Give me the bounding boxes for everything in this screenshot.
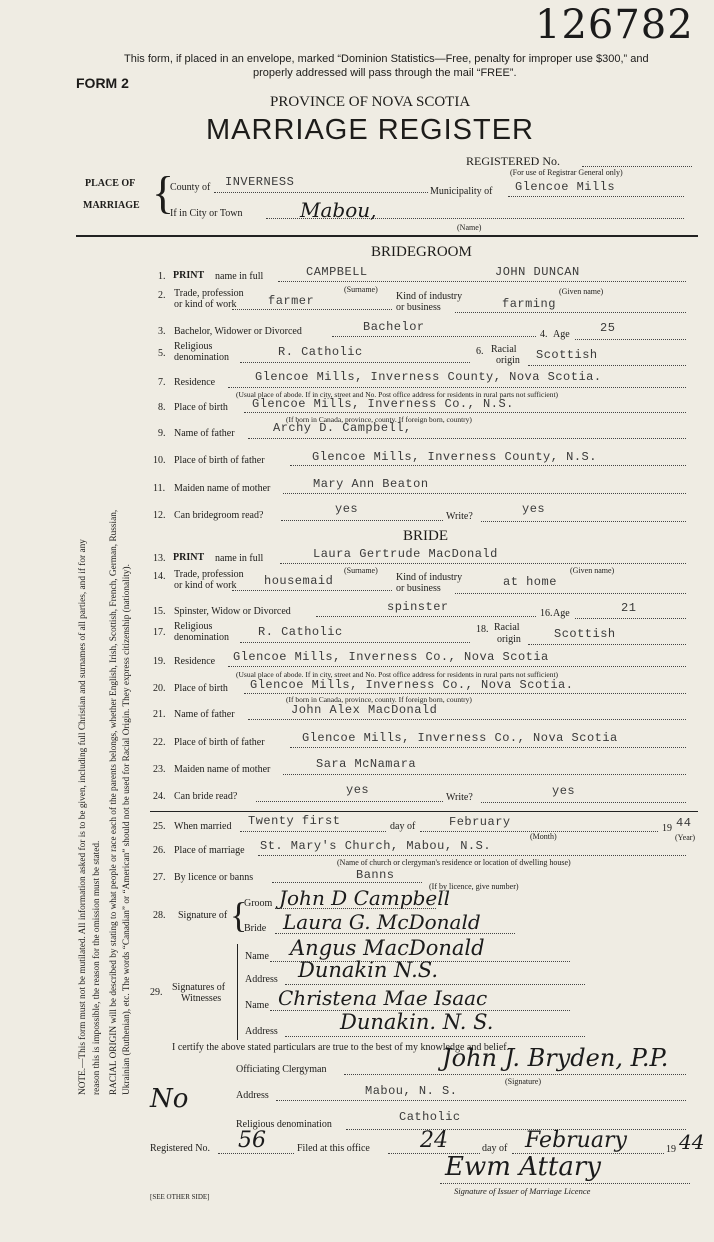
denomination-value: Catholic	[399, 1110, 461, 1124]
l7-line	[228, 387, 686, 388]
l15-label: Spinster, Widow or Divorced	[174, 606, 291, 617]
marriage-year-prefix: 19	[662, 823, 672, 834]
bridegroom-heading: BRIDEGROOM	[371, 244, 472, 260]
groom-industry: farming	[502, 297, 556, 311]
l9-no: 9.	[158, 428, 166, 439]
groom-birthplace: Glencoe Mills, Inverness Co., N.S.	[252, 397, 514, 411]
groom-racial-origin: Scottish	[536, 348, 598, 362]
witness2-name: Christena Mae Isaac	[278, 986, 488, 1010]
place-brace: {	[152, 167, 175, 218]
province-heading: PROVINCE OF NOVA SCOTIA	[270, 94, 471, 110]
l29-label-b: Witnesses	[181, 993, 222, 1004]
sidebar-note-3: RACIAL ORIGIN will be described by stating to what people or race each of the parents belongs, whether English, Irish, Scottish, French, German, Russian,	[109, 509, 119, 1095]
witness2-name-label: Name	[245, 1000, 269, 1011]
l17-label-a: Religious	[174, 621, 213, 632]
groom-status: Bachelor	[363, 320, 425, 334]
l8-line	[244, 412, 686, 413]
groom-age: 25	[600, 321, 616, 335]
issuer-signature: Ewm Attary	[445, 1152, 601, 1182]
bride-father: John Alex MacDonald	[291, 703, 438, 717]
l24-label: Can bride read?	[174, 791, 238, 802]
l2-no: 2.	[158, 290, 166, 301]
l29-label-a: Signatures of	[172, 982, 226, 993]
l19-no: 19.	[153, 656, 166, 667]
l21-line	[248, 719, 686, 720]
bride-father-birthplace: Glencoe Mills, Inverness Co., Nova Scotia	[302, 731, 618, 745]
groom-residence: Glencoe Mills, Inverness County, Nova Scotia.	[255, 370, 602, 384]
bride-can-read: yes	[346, 783, 370, 797]
l14-label-b: or kind of work	[174, 580, 237, 591]
l1-no: 1.	[158, 271, 166, 282]
l28-no: 28.	[153, 910, 166, 921]
l14-label-a: Trade, profession	[174, 569, 244, 580]
l8-label: Place of birth	[174, 402, 228, 413]
county-value: INVERNESS	[225, 175, 295, 189]
bride-birth-note: (If born in Canada, province, county. If foreign born, country)	[286, 695, 472, 704]
l29-no: 29.	[150, 987, 163, 998]
l13-print: PRINT	[173, 552, 205, 563]
l20-no: 20.	[153, 683, 166, 694]
l16-line	[575, 618, 686, 619]
bride-religion: R. Catholic	[258, 625, 343, 639]
l28-label: Signature of	[178, 910, 228, 921]
l11-no: 11.	[153, 483, 166, 494]
marriage-month-note: (Month)	[530, 832, 557, 841]
l2-label-b: or kind of work	[174, 299, 237, 310]
l13-no: 13.	[153, 553, 166, 564]
groom-given-names: JOHN DUNCAN	[495, 265, 580, 279]
registrar-note: (For use of Registrar General only)	[510, 168, 623, 177]
witness1-name: Angus MacDonald	[290, 936, 485, 960]
filed-day: 24	[420, 1128, 448, 1153]
filed-label: Filed at this office	[297, 1143, 370, 1154]
l6-line	[528, 365, 686, 366]
l14-line	[232, 590, 392, 591]
municipality-line	[508, 196, 684, 197]
groom-industry-label-b: or business	[396, 302, 441, 313]
l8-no: 8.	[158, 402, 166, 413]
l4-no: 4.	[540, 329, 548, 340]
witness2-address-label: Address	[245, 1026, 278, 1037]
l2-line	[232, 309, 392, 310]
l4-label: Age	[553, 329, 570, 340]
groom-industry-line	[455, 312, 686, 313]
l3-line	[332, 336, 536, 337]
marriage-month: February	[449, 815, 511, 829]
l19-line	[228, 666, 686, 667]
l20-label: Place of birth	[174, 683, 228, 694]
l20-line	[244, 693, 686, 694]
marriage-place: St. Mary's Church, Mabou, N.S.	[260, 839, 492, 853]
l25-label: When married	[174, 821, 232, 832]
city-value: Mabou,	[300, 198, 377, 222]
see-other-side: [SEE OTHER SIDE]	[150, 1193, 210, 1201]
bride-trade: housemaid	[264, 574, 334, 588]
l9-label: Name of father	[174, 428, 235, 439]
county-line	[214, 192, 428, 193]
groom-mother: Mary Ann Beaton	[313, 477, 429, 491]
municipality-value: Glencoe Mills	[515, 180, 616, 194]
clergy-label: Officiating Clergyman	[236, 1064, 327, 1075]
bride-divider	[150, 811, 698, 812]
l12-no: 12.	[153, 510, 166, 521]
registered-line	[218, 1153, 294, 1154]
l27-label: By licence or banns	[174, 872, 254, 883]
witness2-address-line	[285, 1036, 585, 1037]
groom-write-label: Write?	[446, 511, 473, 522]
marriage-place-note: (Name of church or clergyman's residence or location of dwelling house)	[337, 858, 571, 867]
certify-text: I certify the above stated particulars are true to the best of my knowledge and belief.	[172, 1042, 510, 1053]
groom-birth-note: (If born in Canada, province, county. If foreign born, country)	[286, 415, 472, 424]
l25-line	[240, 831, 386, 832]
l22-line	[290, 747, 686, 748]
groom-father-birthplace: Glencoe Mills, Inverness County, N.S.	[312, 450, 597, 464]
groom-abode-note: (Usual place of abode. If in city, street and No. Post office address for residents in rural parts not sufficient)	[236, 390, 559, 399]
filed-year-prefix: 19	[666, 1144, 676, 1155]
groom-signature: John D Campbell	[279, 886, 450, 910]
witness1-name-label: Name	[245, 951, 269, 962]
l15-line	[316, 616, 536, 617]
l3-no: 3.	[158, 326, 166, 337]
place-label-2: MARRIAGE	[83, 200, 140, 211]
municipality-label: Municipality of	[430, 186, 493, 197]
clergy-signature-note: (Signature)	[505, 1077, 541, 1086]
clergy-address: Mabou, N. S.	[365, 1084, 458, 1098]
l26-label: Place of marriage	[174, 845, 245, 856]
l11-line	[283, 493, 686, 494]
l1-label: name in full	[215, 271, 264, 282]
bride-surname-note: (Surname)	[344, 566, 378, 575]
l23-no: 23.	[153, 764, 166, 775]
l11-label: Maiden name of mother	[174, 483, 271, 494]
l6-label-a: Racial	[491, 344, 517, 355]
clergy-signature: John J. Bryden, P.P.	[442, 1044, 669, 1072]
l5-label-a: Religious	[174, 341, 213, 352]
bride-given-note: (Given name)	[570, 566, 615, 575]
l5-no: 5.	[158, 348, 166, 359]
l17-label-b: denomination	[174, 632, 229, 643]
l27-no: 27.	[153, 872, 166, 883]
groom-can-read: yes	[335, 502, 359, 516]
l10-no: 10.	[153, 455, 166, 466]
l4-line	[575, 339, 686, 340]
sidebar-note-4: Ukrainian (Ruthenian), etc. The words “Canadian” or “American” should not be used for Racial Origin. They express citizenship (nationality).	[122, 564, 132, 1095]
groom-label: Groom	[244, 898, 273, 909]
page-title: MARRIAGE REGISTER	[206, 114, 534, 146]
l22-no: 22.	[153, 737, 166, 748]
l9-line	[248, 438, 686, 439]
l15-no: 15.	[153, 606, 166, 617]
postal-notice-line1: This form, if placed in an envelope, marked “Dominion Statistics—Free, penalty for improper use $300,” and	[124, 53, 649, 65]
l24-no: 24.	[153, 791, 166, 802]
bride-write-line	[481, 802, 686, 803]
l3-label: Bachelor, Widower or Divorced	[174, 326, 302, 337]
l10-line	[290, 465, 686, 466]
l12-line	[281, 520, 443, 521]
l1-line	[278, 281, 686, 282]
filed-day-label: day of	[482, 1143, 508, 1154]
l10-label: Place of birth of father	[174, 455, 265, 466]
witness1-address-label: Address	[245, 974, 278, 985]
issuer-line	[440, 1183, 690, 1184]
denomination-line	[346, 1129, 686, 1130]
l27-line	[272, 882, 422, 883]
filed-month: February	[525, 1128, 627, 1153]
l18-no: 18.	[476, 624, 489, 635]
l22-label: Place of birth of father	[174, 737, 265, 748]
l14-no: 14.	[153, 571, 166, 582]
l16-no: 16.	[540, 608, 553, 619]
l23-label: Maiden name of mother	[174, 764, 271, 775]
marriage-day: Twenty first	[248, 814, 341, 828]
form-number: FORM 2	[76, 75, 129, 91]
bride-industry-label-a: Kind of industry	[396, 572, 463, 583]
l2-label-a: Trade, profession	[174, 288, 244, 299]
bride-age: 21	[621, 601, 637, 615]
bride-write-label: Write?	[446, 792, 473, 803]
bride-industry: at home	[503, 575, 557, 589]
place-label-1: PLACE OF	[85, 178, 136, 189]
l7-label: Residence	[174, 377, 216, 388]
sidebar-note-2: reason this is impossible, the reason for the omission must be stated.	[92, 840, 102, 1095]
l18-label-b: origin	[497, 634, 521, 645]
registered-no-line	[582, 166, 692, 167]
city-label: If in City or Town	[170, 208, 243, 219]
bride-industry-line	[455, 593, 686, 594]
bride-residence: Glencoe Mills, Inverness Co., Nova Scotia	[233, 650, 549, 664]
l13-line	[280, 563, 686, 564]
sidebar-note-1: NOTE.—This form must not be mutilated. All information asked for is to be given, including full Christian and surnames of all parties, and if for any	[78, 539, 88, 1095]
bride-racial-origin: Scottish	[554, 627, 616, 641]
l25-no: 25.	[153, 821, 166, 832]
groom-can-write: yes	[522, 502, 546, 516]
groom-trade: farmer	[268, 294, 315, 308]
denomination-label: Religious denomination	[236, 1119, 332, 1130]
witness1-address-line	[285, 984, 585, 985]
l5-line	[240, 362, 470, 363]
l17-no: 17.	[153, 627, 166, 638]
marriage-day-label: day of	[390, 821, 416, 832]
l7-no: 7.	[158, 377, 166, 388]
l21-label: Name of father	[174, 709, 235, 720]
witness-bracket	[237, 944, 244, 1040]
bride-status: spinster	[387, 600, 449, 614]
groom-surname-note: (Surname)	[344, 285, 378, 294]
bride-industry-label-b: or business	[396, 583, 441, 594]
l12-label: Can bridegroom read?	[174, 510, 264, 521]
l24-line	[256, 801, 443, 802]
bride-can-write: yes	[552, 784, 576, 798]
serial-number: 126782	[535, 2, 694, 48]
groom-industry-label-a: Kind of industry	[396, 291, 463, 302]
marriage-year-suffix: 44	[676, 816, 692, 830]
registered-value: 56	[238, 1128, 266, 1153]
groom-given-note: (Given name)	[559, 287, 604, 296]
clergy-line	[344, 1074, 686, 1075]
l6-no: 6.	[476, 346, 484, 357]
l19-label: Residence	[174, 656, 216, 667]
l18-line	[528, 644, 686, 645]
marriage-year-note: (Year)	[675, 833, 696, 842]
issuer-label: Signature of Issuer of Marriage Licence	[454, 1186, 591, 1196]
l21-no: 21.	[153, 709, 166, 720]
bride-label: Bride	[244, 923, 267, 934]
bride-heading: BRIDE	[403, 528, 448, 544]
header-divider	[76, 235, 698, 237]
marriage-by: Banns	[356, 868, 395, 882]
filed-year-suffix: 44	[679, 1130, 705, 1154]
bride-mother: Sara McNamara	[316, 757, 417, 771]
l17-line	[240, 642, 470, 643]
l26-line	[258, 855, 686, 856]
bride-name: Laura Gertrude MacDonald	[313, 547, 498, 561]
bride-birthplace: Glencoe Mills, Inverness Co., Nova Scotia.	[250, 678, 574, 692]
name-note: (Name)	[457, 223, 482, 232]
postal-notice-line2: properly addressed will pass through the mail “FREE”.	[253, 67, 517, 79]
l1-print: PRINT	[173, 270, 205, 281]
l26-no: 26.	[153, 845, 166, 856]
witness1-address: Dunakin N.S.	[298, 958, 439, 982]
groom-surname: CAMPBELL	[306, 265, 368, 279]
bride-signature: Laura G. McDonald	[283, 910, 481, 934]
l16-label: Age	[553, 608, 570, 619]
clergy-address-label: Address	[236, 1090, 269, 1101]
groom-write-line	[481, 521, 686, 522]
licence-note: (If by licence, give number)	[429, 882, 519, 891]
witness2-address: Dunakin. N. S.	[340, 1010, 494, 1034]
registered-no-label: REGISTERED No.	[466, 154, 560, 168]
registered-label: Registered No.	[150, 1143, 210, 1154]
groom-father: Archy D. Campbell,	[273, 421, 412, 435]
bride-abode-note: (Usual place of abode. If in city, street and No. Post office address for residents in rural parts not sufficient)	[236, 670, 559, 679]
l5-label-b: denomination	[174, 352, 229, 363]
l13-label: name in full	[215, 553, 264, 564]
l18-label-a: Racial	[494, 622, 520, 633]
county-label: County of	[170, 182, 211, 193]
groom-religion: R. Catholic	[278, 345, 363, 359]
clergy-address-line	[276, 1100, 686, 1101]
l6-label-b: origin	[496, 355, 520, 366]
l23-line	[283, 774, 686, 775]
margin-mark: No	[150, 1084, 189, 1114]
signature-brace: {	[230, 895, 248, 935]
